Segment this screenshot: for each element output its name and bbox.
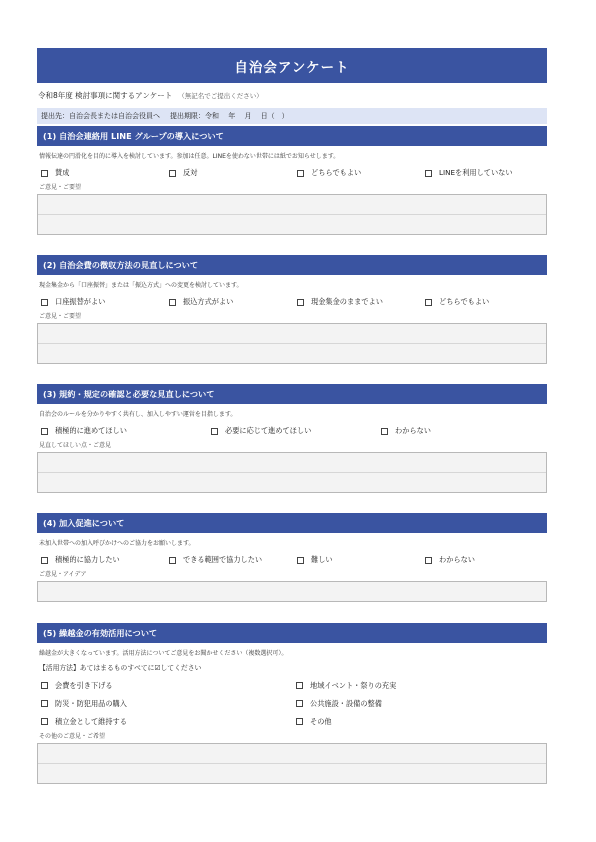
section-5-comment-label: その他のご意見・ご希望 — [39, 733, 106, 740]
option-either[interactable] — [293, 168, 421, 178]
option-label: その他 — [310, 716, 332, 726]
section-3-comment-label: 見直してほしい点・ご意見 — [39, 442, 112, 449]
deadline: 提出期限：令和 年 月 日（ ） — [170, 112, 289, 120]
option-label: 積極的に進めてほしい — [55, 426, 127, 435]
option-label: できる範囲で協力したい — [183, 555, 263, 564]
section-2-comment-field[interactable] — [37, 323, 547, 364]
page-title: 自治会アンケート — [37, 48, 547, 83]
option-unsure[interactable] — [421, 555, 475, 565]
submission-info — [37, 108, 547, 124]
section-3-heading: (3) 規約・規定の確認と必要な見直しについて — [37, 384, 547, 404]
option-cash[interactable] — [293, 297, 421, 307]
option-label: 地域イベント・祭りの充実 — [310, 680, 397, 690]
section-1 — [37, 126, 547, 235]
section-2-heading: (2) 自治会費の徴収方法の見直しについて — [37, 255, 547, 275]
section-5-options — [37, 680, 547, 727]
option-label: 難しい — [311, 555, 333, 564]
section-3-comment-field[interactable] — [37, 452, 547, 493]
section-4-comment-label: ご意見・アイデア — [39, 571, 87, 578]
checkbox-icon[interactable] — [41, 557, 48, 564]
option-label: 賛成 — [55, 168, 70, 177]
subtitle-text: 令和8年度 検討事項に関するアンケート — [38, 91, 173, 100]
section-1-heading: (1) 自治会連絡用 LINE グループの導入について — [37, 126, 547, 146]
section-4-options — [37, 553, 547, 567]
section-4-heading: (4) 加入促進について — [37, 513, 547, 533]
section-5-comment-field[interactable] — [37, 743, 547, 784]
section-1-options — [37, 166, 547, 180]
section-3 — [37, 384, 547, 493]
section-2-description: 現金集金から「口座振替」または「振込方式」への変更を検討しています。 — [39, 282, 243, 289]
option-label: わからない — [439, 555, 475, 564]
option-remittance[interactable] — [165, 297, 293, 307]
section-1-description: 情報伝達の円滑化を目的に導入を検討しています。参加は任意。LINEを使わない世帯には紙でお知らせします。 — [39, 153, 340, 160]
option-disagree[interactable] — [165, 168, 293, 178]
section-1-comment-field[interactable] — [37, 194, 547, 235]
section-2-comment-label: ご意見・ご要望 — [39, 313, 82, 320]
submit-to: 提出先：自治会長または自治会役員へ — [41, 112, 160, 120]
option-label: 現金集金のままでよい — [311, 297, 383, 306]
checkbox-icon[interactable] — [296, 682, 303, 689]
option-label: 積立金として維持する — [55, 716, 127, 726]
section-3-description: 自治会のルールを分かりやすく共有し、加入しやすい運営を目指します。 — [39, 411, 237, 418]
option-other[interactable] — [292, 716, 547, 727]
option-label: 防災・防犯用品の購入 — [55, 698, 127, 708]
checkbox-icon[interactable] — [296, 700, 303, 707]
section-5-instruction: 【活用方法】あてはまるものすべてに☑してください — [39, 664, 202, 672]
option-proactive[interactable] — [37, 426, 207, 436]
section-2 — [37, 255, 547, 364]
checkbox-icon[interactable] — [41, 170, 48, 177]
checkbox-icon[interactable] — [211, 428, 218, 435]
section-4-description: 未加入世帯への加入呼びかけへのご協力をお願いします。 — [39, 540, 195, 547]
checkbox-icon[interactable] — [41, 299, 48, 306]
option-label: わからない — [395, 426, 431, 435]
option-no-line[interactable] — [421, 168, 513, 178]
section-4-comment-field[interactable] — [37, 581, 547, 602]
survey-page — [37, 48, 547, 124]
checkbox-icon[interactable] — [41, 700, 48, 707]
subtitle-note: （無記名でご提出ください） — [178, 92, 263, 100]
option-lower-fee[interactable] — [37, 680, 292, 691]
option-label: 積極的に協力したい — [55, 555, 120, 564]
option-disaster-supplies[interactable] — [37, 698, 292, 709]
option-label: 振込方式がよい — [183, 297, 234, 306]
section-5-heading: (5) 繰越金の有効活用について — [37, 623, 547, 643]
option-some-help[interactable] — [165, 555, 293, 565]
option-label: LINEを利用していない — [439, 168, 513, 177]
section-5 — [37, 623, 547, 784]
checkbox-icon[interactable] — [297, 299, 304, 306]
section-5-description: 繰越金が大きくなっています。活用方法についてご意見をお聞かせください（複数選択可）。 — [39, 650, 288, 657]
checkbox-icon[interactable] — [169, 170, 176, 177]
checkbox-icon[interactable] — [425, 299, 432, 306]
checkbox-icon[interactable] — [169, 557, 176, 564]
option-reserve[interactable] — [37, 716, 292, 727]
section-1-comment-label: ご意見・ご要望 — [39, 184, 82, 191]
option-difficult[interactable] — [293, 555, 421, 565]
option-as-needed[interactable] — [207, 426, 377, 436]
checkbox-icon[interactable] — [169, 299, 176, 306]
option-either[interactable] — [421, 297, 489, 307]
option-label: 公共施設・設備の整備 — [310, 698, 382, 708]
checkbox-icon[interactable] — [381, 428, 388, 435]
option-unsure[interactable] — [377, 426, 431, 436]
option-label: 反対 — [183, 168, 198, 177]
survey-subtitle — [37, 89, 547, 102]
checkbox-icon[interactable] — [425, 557, 432, 564]
option-label: 必要に応じて進めてほしい — [225, 426, 312, 435]
checkbox-icon[interactable] — [297, 170, 304, 177]
option-label: 会費を引き下げる — [55, 680, 113, 690]
checkbox-icon[interactable] — [41, 718, 48, 725]
option-label: どちらでもよい — [311, 168, 362, 177]
checkbox-icon[interactable] — [41, 428, 48, 435]
section-2-options — [37, 295, 547, 309]
checkbox-icon[interactable] — [296, 718, 303, 725]
section-4 — [37, 513, 547, 602]
checkbox-icon[interactable] — [425, 170, 432, 177]
option-agree[interactable] — [37, 168, 165, 178]
option-bank-transfer[interactable] — [37, 297, 165, 307]
option-facilities[interactable] — [292, 698, 547, 709]
option-events[interactable] — [292, 680, 547, 691]
option-label: 口座振替がよい — [55, 297, 106, 306]
section-3-options — [37, 424, 547, 438]
checkbox-icon[interactable] — [297, 557, 304, 564]
option-label: どちらでもよい — [439, 297, 490, 306]
option-active-help[interactable] — [37, 555, 165, 565]
checkbox-icon[interactable] — [41, 682, 48, 689]
